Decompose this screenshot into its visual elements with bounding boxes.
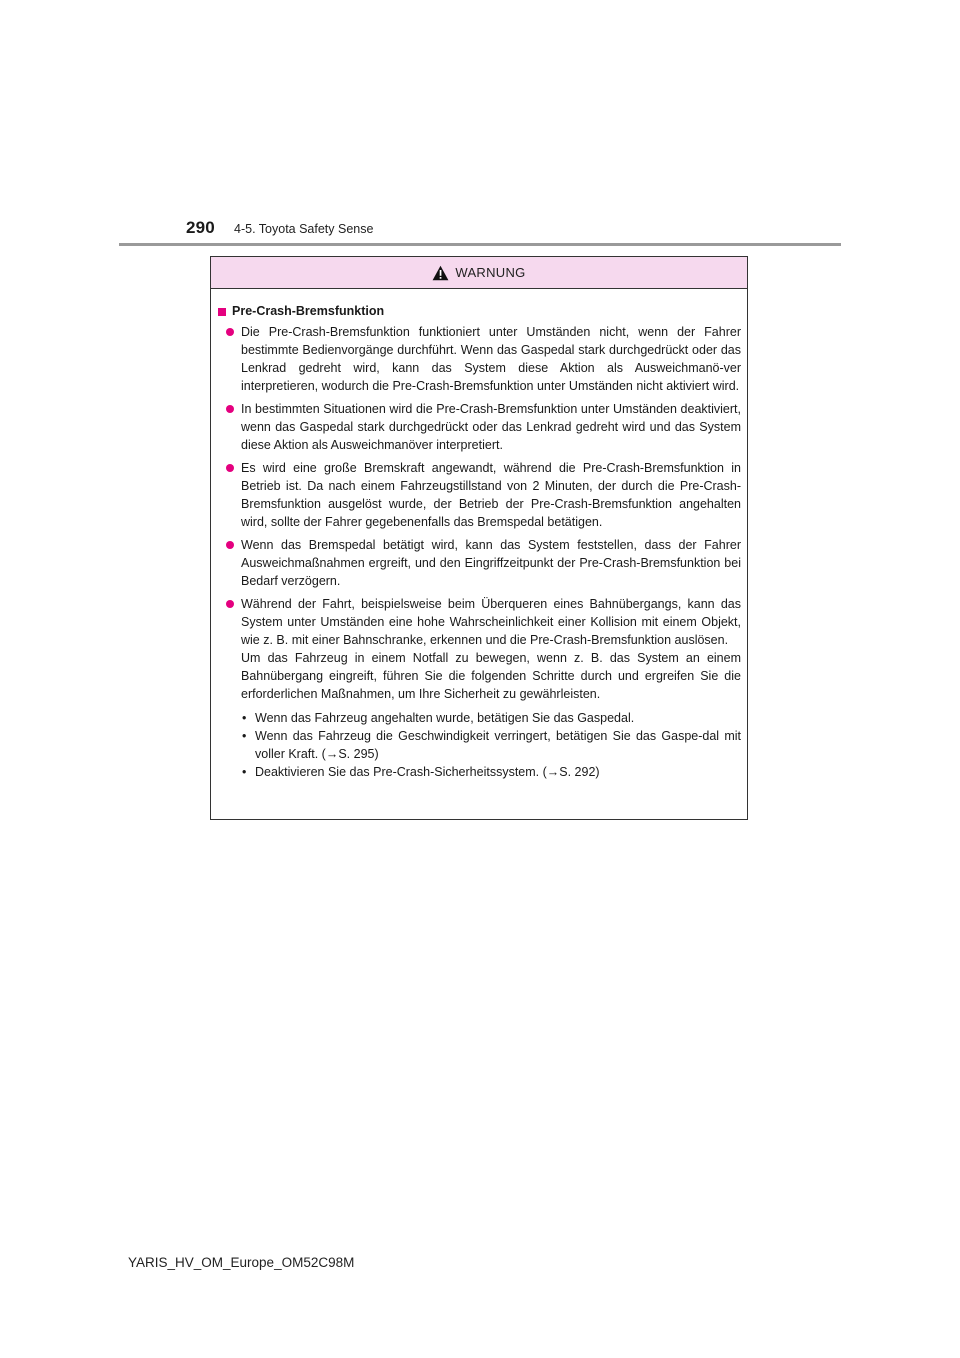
round-bullet-icon: [226, 600, 234, 608]
page-number: 290: [186, 218, 215, 237]
list-item-text: Wenn das Bremspedal betätigt wird, kann das System feststellen, dass der Fahrer Ausweichmaßnahmen ergreift, und den Eingriffzeitpunkt der Pre-Crash-Bremsfunktion bei Bedarf verzögern.: [241, 538, 741, 588]
round-bullet-icon: [226, 405, 234, 413]
sub-list-item: [241, 763, 741, 781]
round-bullet-icon: [226, 541, 234, 549]
list-item-text: In bestimmten Situationen wird die Pre-Crash-Bremsfunktion unter Umständen deaktiviert, wenn das Gaspedal stark durchgedrückt oder das Lenkrad gedreht wird und das System diese Aktion als Ausweichmanöver interpretiert.: [241, 402, 741, 452]
warning-header: [211, 257, 747, 289]
list-item-text-continued: Um das Fahrzeug in einem Notfall zu bewegen, wenn z. B. das System an einem Bahnübergang eingreift, führen Sie die folgenden Schritte durch und ergreifen Sie die erforderlichen Maßnahmen, um Ihre Sicherheit zu gewährleisten.: [241, 651, 741, 701]
list-item: [218, 459, 741, 531]
list-item-text: Während der Fahrt, beispielsweise beim Überqueren eines Bahnübergangs, kann das System unter Umständen eine hohe Wahrscheinlichkeit einer Kollision mit einem Objekt, wie z. B. mit einer Bahnschranke, erkennen und die Pre-Crash-Bremsfunktion auslösen.: [241, 597, 741, 647]
sub-list-item: [241, 709, 741, 727]
round-bullet-icon: [226, 464, 234, 472]
sub-list-item: [241, 727, 741, 763]
warning-triangle-icon: [432, 265, 449, 281]
document-code: YARIS_HV_OM_Europe_OM52C98M: [128, 1255, 355, 1270]
list-item: [218, 595, 741, 781]
sub-list-item-text: Deaktivieren Sie das Pre-Crash-Sicherheitssystem. (→S. 292): [255, 765, 600, 779]
round-bullet-icon: [226, 328, 234, 336]
sub-bullet-icon: •: [242, 729, 247, 743]
sub-bullet-icon: •: [242, 765, 247, 779]
sub-list-item-text: Wenn das Fahrzeug die Geschwindigkeit verringert, betätigen Sie das Gaspe-dal mit voller Kraft. (→S. 295): [255, 729, 741, 761]
sub-list-item-text: Wenn das Fahrzeug angehalten wurde, betätigen Sie das Gaspedal.: [255, 711, 635, 725]
sub-list: [241, 709, 741, 781]
warning-heading-text: Pre-Crash-Bremsfunktion: [232, 304, 385, 318]
header-rule: [119, 243, 841, 246]
warning-title: WARNUNG: [455, 265, 526, 280]
list-item-text: Die Pre-Crash-Bremsfunktion funktioniert unter Umständen nicht, wenn der Fahrer bestimmte Bedienvorgänge durchführt. Wenn das Gaspedal stark durchgedrückt oder das Lenkrad gedreht wird, kann das System diese Aktion als Ausweichmanö-ver interpretieren, wodurch die Pre-Crash-Bremsfunktion unter Umständen nicht aktiviert wird.: [241, 325, 741, 393]
section-title: 4-5. Toyota Safety Sense: [234, 222, 374, 236]
list-item: [218, 536, 741, 590]
list-item: [218, 323, 741, 395]
warning-heading: [218, 302, 741, 320]
list-item: [218, 400, 741, 454]
square-bullet-icon: [218, 308, 226, 316]
sub-bullet-icon: •: [242, 711, 247, 725]
warning-box: [210, 256, 748, 820]
warning-body: [211, 289, 747, 781]
list-item-text: Es wird eine große Bremskraft angewandt, während die Pre-Crash-Bremsfunktion in Betrieb ist. Da nach einem Fahrzeugstillstand von 2 Minuten, der durch die Pre-Crash-Bremsfunktion ausgelöst wurde, der Betrieb der Pre-Crash-Bremsfunktion angehalten wird, sollte der Fahrer gegebenenfalls das Bremspedal betätigen.: [241, 461, 741, 529]
